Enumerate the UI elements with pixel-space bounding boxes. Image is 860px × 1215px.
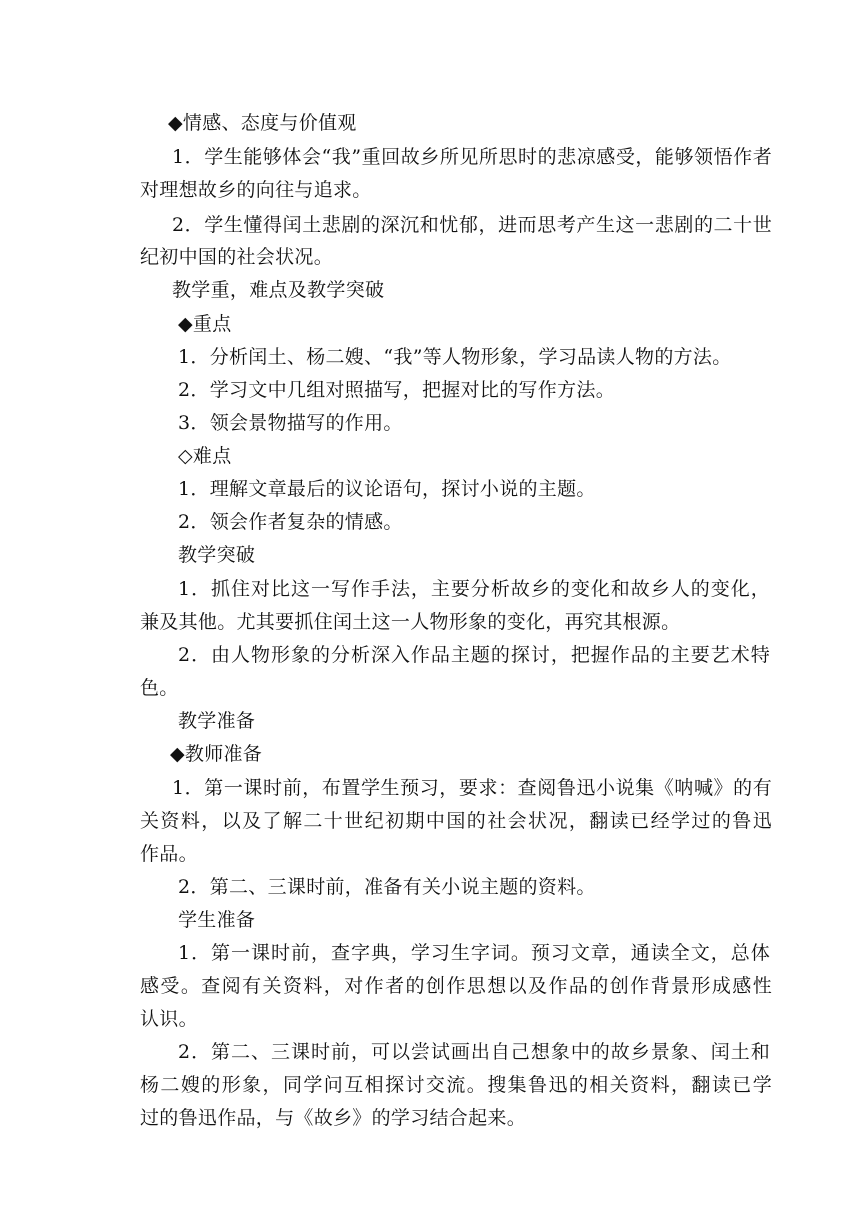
paragraph-line: 2．第二、三课时前，可以尝试画出自己想象中的故乡景象、闰土和 — [178, 1041, 770, 1063]
paragraph-line: 关资料，以及了解二十世纪初期中国的社会状况，翻读已经学过的鲁迅 — [140, 810, 772, 832]
list-item: 2．第二、三课时前，准备有关小说主题的资料。 — [178, 876, 596, 898]
paragraph-line: 过的鲁迅作品，与《故乡》的学习结合起来。 — [140, 1107, 527, 1129]
section-heading-emotion: ◆情感、态度与价值观 — [168, 112, 357, 134]
list-item: 3．领会景物描写的作用。 — [178, 412, 403, 434]
paragraph-line: 杨二嫂的形象，同学问互相探讨交流。搜集鲁迅的相关资料，翻读已学 — [140, 1074, 772, 1096]
paragraph-line: 感受。查阅有关资料，对作者的创作思想以及作品的创作背景形成感性 — [140, 975, 772, 997]
paragraph-line: 作品。 — [140, 843, 198, 865]
paragraph-line: 2．由人物形象的分析深入作品主题的探讨，把握作品的主要艺术特 — [178, 644, 770, 666]
section-heading-preparation: 教学准备 — [178, 710, 256, 732]
paragraph-line: 1．学生能够体会“我”重回故乡所见所思时的悲凉感受，能够领悟作者 — [172, 146, 772, 168]
list-item: 1．理解文章最后的议论语句，探讨小说的主题。 — [178, 478, 596, 500]
subheading-student-preparation: 学生准备 — [178, 909, 256, 931]
subheading-focus: ◆重点 — [178, 313, 232, 335]
paragraph-line: 色。 — [140, 677, 179, 699]
paragraph-line: 对理想故乡的向往与追求。 — [140, 179, 372, 201]
list-item: 1．分析闰土、杨二嫂、“我”等人物形象，学习品读人物的方法。 — [178, 346, 732, 368]
paragraph-line: 1．第一课时前，查字典，学习生字词。预习文章，通读全文，总体 — [178, 942, 770, 964]
paragraph-line: 认识。 — [140, 1008, 198, 1030]
paragraph-line: 兼及其他。尤其要抓住闰土这一人物形象的变化，再究其根源。 — [140, 611, 681, 633]
subheading-breakthrough: 教学突破 — [178, 544, 256, 566]
subheading-difficulty: ◇难点 — [178, 445, 232, 467]
paragraph-line: 1．第一课时前，布置学生预习，要求：查阅鲁迅小说集《呐喊》的有 — [172, 777, 772, 799]
paragraph-line: 纪初中国的社会状况。 — [140, 246, 334, 268]
list-item: 2．领会作者复杂的情感。 — [178, 511, 403, 533]
paragraph-line: 1．抓住对比这一写作手法，主要分析故乡的变化和故乡人的变化， — [178, 578, 770, 600]
list-item: 2．学习文中几组对照描写，把握对比的写作方法。 — [178, 379, 615, 401]
subheading-teacher-preparation: ◆教师准备 — [170, 743, 263, 765]
section-heading-key-points: 教学重，难点及教学突破 — [172, 279, 385, 301]
paragraph-line: 2．学生懂得闰土悲剧的深沉和忧郁，进而思考产生这一悲剧的二十世 — [172, 214, 772, 236]
